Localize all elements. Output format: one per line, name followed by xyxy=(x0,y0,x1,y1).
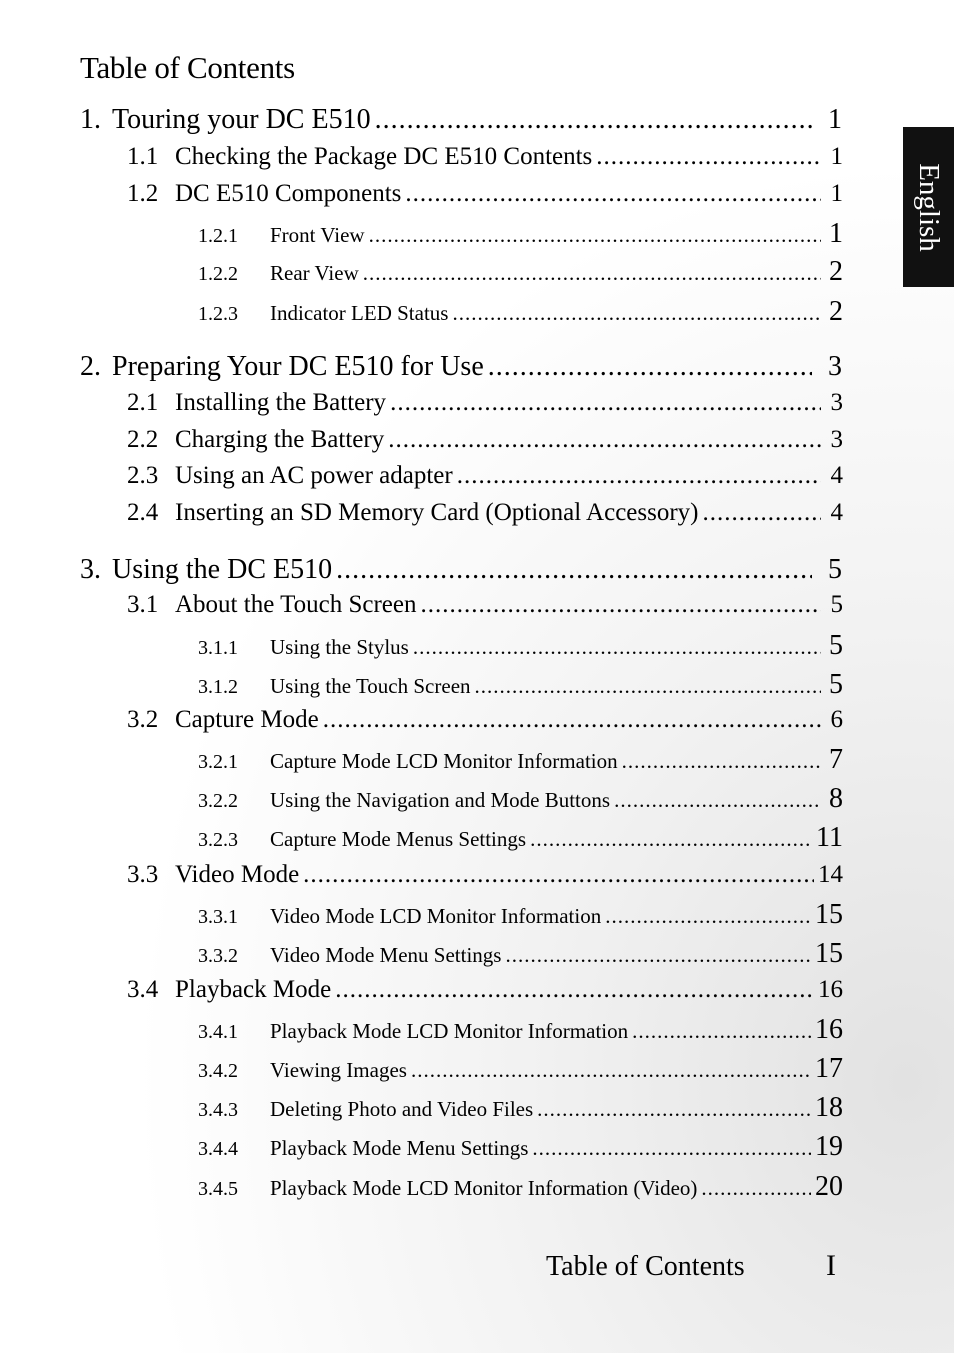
toc-leader-dots xyxy=(505,943,811,968)
toc-entry-title: Using the DC E510 xyxy=(112,554,333,585)
toc-entry-page: 1 xyxy=(830,180,843,207)
toc-entry-page: 15 xyxy=(815,938,843,969)
toc-entry-page: 5 xyxy=(829,669,843,700)
toc-entry-number: 1.2.1 xyxy=(198,225,238,247)
toc-entry-page: 3 xyxy=(830,426,843,453)
toc-entry[interactable] xyxy=(198,218,843,250)
toc-entry-page: 16 xyxy=(818,976,843,1003)
toc-entry-title: About the Touch Screen xyxy=(175,591,417,618)
toc-entry-page: 5 xyxy=(828,554,842,585)
toc-entry[interactable] xyxy=(127,426,843,454)
toc-entry[interactable] xyxy=(80,554,842,586)
toc-entry-number: 3.4.3 xyxy=(198,1099,238,1121)
toc-leader-dots xyxy=(323,706,821,734)
toc-entry-title: Preparing Your DC E510 for Use xyxy=(112,351,484,382)
toc-leader-dots xyxy=(701,1176,811,1201)
toc-entry-title: Installing the Battery xyxy=(175,389,387,416)
toc-entry-number: 3.3 xyxy=(127,861,159,888)
toc-entry-title: Indicator LED Status xyxy=(270,301,449,325)
toc-entry-number: 3.4.4 xyxy=(198,1138,238,1160)
toc-entry-page: 5 xyxy=(829,630,843,661)
toc-entry-title: DC E510 Components xyxy=(175,180,402,207)
toc-entry-page: 14 xyxy=(818,861,843,888)
toc-entry-number: 1.2.3 xyxy=(198,303,238,325)
toc-entry-number: 3.4.5 xyxy=(198,1178,238,1200)
toc-entry-title: Viewing Images xyxy=(270,1058,407,1082)
toc-entry-number: 3.1.2 xyxy=(198,676,238,698)
toc-leader-dots xyxy=(596,143,821,171)
toc-entry-number: 3.3.2 xyxy=(198,945,238,967)
toc-leader-dots xyxy=(703,499,822,527)
toc-entry-number: 2.1 xyxy=(127,389,159,416)
toc-leader-dots xyxy=(405,180,821,208)
page-title: Table of Contents xyxy=(80,50,295,85)
toc-entry-page: 3 xyxy=(830,389,843,416)
footer-title: Table of Contents xyxy=(546,1251,745,1282)
toc-entry-number: 1.2.2 xyxy=(198,263,238,285)
toc-entry-page: 1 xyxy=(828,104,842,135)
toc-entry[interactable] xyxy=(198,899,843,931)
toc-entry-title: Playback Mode LCD Monitor Information (Video) xyxy=(270,1176,698,1200)
toc-entry[interactable] xyxy=(80,351,842,383)
toc-entry-page: 2 xyxy=(829,256,843,287)
toc-entry-title: Using the Touch Screen xyxy=(270,674,471,698)
toc-entry-number: 2.4 xyxy=(127,499,159,526)
toc-entry-number: 2.2 xyxy=(127,426,159,453)
toc-leader-dots xyxy=(457,462,821,490)
toc-entry-title: Playback Mode Menu Settings xyxy=(270,1136,529,1160)
toc-leader-dots xyxy=(336,554,812,586)
toc-entry-number: 1. xyxy=(80,104,101,135)
toc-leader-dots xyxy=(363,261,821,286)
toc-entry-number: 3.3.1 xyxy=(198,906,238,928)
toc-entry-page: 11 xyxy=(816,822,843,853)
toc-leader-dots xyxy=(303,861,814,889)
toc-entry-number: 1.1 xyxy=(127,143,159,170)
toc-entry-number: 2.3 xyxy=(127,462,159,489)
toc-entry-title: Touring your DC E510 xyxy=(112,104,371,135)
toc-leader-dots xyxy=(622,749,821,774)
toc-entry-title: Rear View xyxy=(270,261,359,285)
toc-entry-number: 3.1.1 xyxy=(198,637,238,659)
toc-leader-dots xyxy=(488,351,812,383)
toc-entry-page: 20 xyxy=(815,1171,843,1202)
toc-entry[interactable] xyxy=(198,630,843,662)
toc-entry-title: Using an AC power adapter xyxy=(175,462,453,489)
toc-entry[interactable] xyxy=(198,1014,843,1046)
toc-entry[interactable] xyxy=(198,1092,843,1124)
toc-entry-title: Using the Stylus xyxy=(270,635,409,659)
toc-entry-title: Capture Mode LCD Monitor Information xyxy=(270,749,618,773)
toc-leader-dots xyxy=(614,788,821,813)
toc-entry-title: Deleting Photo and Video Files xyxy=(270,1097,534,1121)
toc-entry-page: 1 xyxy=(830,143,843,170)
toc-entry-title: Playback Mode xyxy=(175,976,332,1003)
toc-entry[interactable] xyxy=(127,143,843,171)
toc-entry-page: 4 xyxy=(830,462,843,489)
toc-entry[interactable] xyxy=(127,499,843,527)
toc-entry[interactable] xyxy=(198,744,843,776)
toc-entry-page: 3 xyxy=(828,351,842,382)
toc-leader-dots xyxy=(390,389,821,417)
toc-leader-dots xyxy=(475,674,821,699)
language-tab-label: English xyxy=(913,162,945,252)
toc-entry-number: 3.1 xyxy=(127,591,159,618)
toc-entry-page: 18 xyxy=(815,1092,843,1123)
toc-entry-page: 8 xyxy=(829,783,843,814)
toc-entry-title: Video Mode xyxy=(175,861,300,888)
toc-leader-dots xyxy=(532,1136,811,1161)
toc-entry[interactable] xyxy=(198,822,843,854)
toc-entry[interactable] xyxy=(198,1171,843,1203)
toc-entry[interactable] xyxy=(198,1131,843,1163)
toc-entry-number: 2. xyxy=(80,351,101,382)
toc-leader-dots xyxy=(420,591,821,619)
toc-entry[interactable] xyxy=(198,783,843,815)
toc-leader-dots xyxy=(452,301,821,326)
toc-entry-page: 6 xyxy=(830,706,843,733)
toc-entry[interactable] xyxy=(127,591,843,619)
toc-entry[interactable] xyxy=(198,256,843,288)
toc-entry-page: 2 xyxy=(829,296,843,327)
toc-entry[interactable] xyxy=(127,861,843,889)
toc-entry-page: 15 xyxy=(815,899,843,930)
toc-entry-title: Front View xyxy=(270,223,365,247)
toc-leader-dots xyxy=(530,827,812,852)
toc-entry-title: Video Mode Menu Settings xyxy=(270,943,502,967)
toc-entry-number: 1.2 xyxy=(127,180,159,207)
toc-entry-title: Video Mode LCD Monitor Information xyxy=(270,904,602,928)
toc-entry-page: 5 xyxy=(830,591,843,618)
language-tab xyxy=(903,127,954,287)
toc-entry-title: Capture Mode Menus Settings xyxy=(270,827,527,851)
toc-entry-title: Checking the Package DC E510 Contents xyxy=(175,143,593,170)
toc-leader-dots xyxy=(369,223,821,248)
footer-page-number: I xyxy=(826,1249,836,1282)
toc-leader-dots xyxy=(335,976,814,1004)
toc-entry-page: 7 xyxy=(829,744,843,775)
toc-entry-title: Playback Mode LCD Monitor Information xyxy=(270,1019,629,1043)
toc-entry-number: 3. xyxy=(80,554,101,585)
toc-entry[interactable] xyxy=(198,669,843,701)
toc-entry[interactable] xyxy=(127,389,843,417)
toc-entry-number: 3.4 xyxy=(127,976,159,1003)
toc-entry[interactable] xyxy=(198,296,843,328)
toc-entry-page: 4 xyxy=(830,499,843,526)
toc-entry[interactable] xyxy=(127,462,843,490)
toc-entry-page: 1 xyxy=(829,218,843,249)
toc-entry[interactable] xyxy=(127,180,843,208)
toc-entry-title: Inserting an SD Memory Card (Optional Accessory) xyxy=(175,499,699,526)
toc-entry-number: 3.4.1 xyxy=(198,1021,238,1043)
toc-entry-number: 3.4.2 xyxy=(198,1060,238,1082)
toc-entry-title: Capture Mode xyxy=(175,706,319,733)
toc-leader-dots xyxy=(605,904,811,929)
toc-leader-dots xyxy=(632,1019,811,1044)
toc-entry-number: 3.2.3 xyxy=(198,829,238,851)
toc-entry-page: 19 xyxy=(815,1131,843,1162)
toc-entry[interactable] xyxy=(198,1053,843,1085)
toc-leader-dots xyxy=(388,426,821,454)
toc-entry-title: Using the Navigation and Mode Buttons xyxy=(270,788,611,812)
toc-leader-dots xyxy=(413,635,821,660)
toc-entry[interactable] xyxy=(127,976,843,1004)
toc-entry-page: 17 xyxy=(815,1053,843,1084)
toc-leader-dots xyxy=(375,104,812,136)
toc-entry-number: 3.2.2 xyxy=(198,790,238,812)
toc-entry-number: 3.2.1 xyxy=(198,751,238,773)
toc-entry-number: 3.2 xyxy=(127,706,159,733)
toc-entry[interactable] xyxy=(80,104,842,136)
toc-entry[interactable] xyxy=(198,938,843,970)
toc-entry-title: Charging the Battery xyxy=(175,426,385,453)
toc-leader-dots xyxy=(537,1097,811,1122)
toc-entry-page: 16 xyxy=(815,1014,843,1045)
toc-leader-dots xyxy=(411,1058,811,1083)
toc-entry[interactable] xyxy=(127,706,843,734)
